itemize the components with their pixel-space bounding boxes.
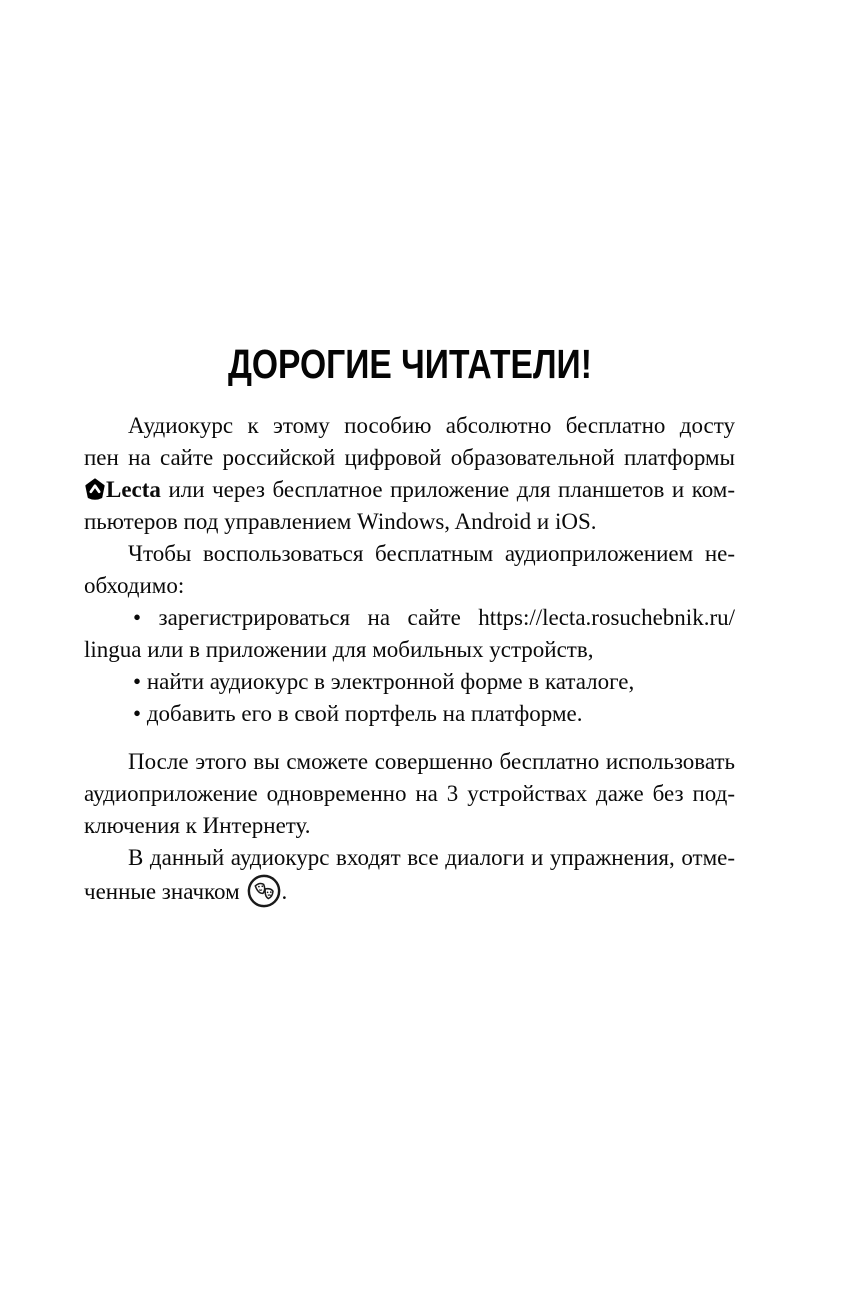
para2-line2: обходимо: <box>84 573 185 598</box>
para1-line4: пьютеров под управлением Windows, Android и iOS. <box>84 509 597 534</box>
para1-line3-text: или через бесплатное приложение для планшетов и ком- <box>168 477 736 502</box>
bullet-marker: • <box>133 701 142 726</box>
paragraph-gap <box>84 730 735 746</box>
bullet-item-find <box>84 666 735 698</box>
bullet-register-continuation: lingua или в приложении для мобильных устройств, <box>84 637 594 662</box>
bullet-item-register <box>84 602 735 634</box>
para2-line1: Чтобы воспользоваться бесплатным аудиоприложением не- <box>128 541 735 566</box>
para1-line3 <box>84 474 735 506</box>
bullet-find-text: найти аудиокурс в электронной форме в каталоге, <box>146 669 635 694</box>
bullet-marker: • <box>133 605 142 630</box>
lecta-logo-icon <box>84 478 106 500</box>
bullet-register-text: зарегистрироваться на сайте https://lecta.rosuchebnik.ru/ <box>158 605 735 630</box>
page-title <box>84 341 735 387</box>
bullet-marker: • <box>133 669 142 694</box>
body-text <box>84 410 735 908</box>
para1-line2: пен на сайте российской цифровой образовательной платформы <box>84 445 735 470</box>
lecta-brand-name: Lecta <box>106 477 161 502</box>
text-block <box>84 0 735 908</box>
para4-line1: В данный аудиокурс входят все диалоги и упражнения, отме- <box>128 845 735 870</box>
bullet-add-text: добавить его в свой портфель на платформе. <box>146 701 583 726</box>
lecta-brand <box>84 477 161 502</box>
para4-period: . <box>281 879 288 904</box>
para3-line1: После этого вы сможете совершенно бесплатно использовать <box>128 749 735 774</box>
para4-line2-text: ченные значком <box>84 879 240 904</box>
audio-exercise-badge-icon <box>247 874 281 908</box>
para4-line2 <box>84 874 735 908</box>
para3-line3: ключения к Интернету. <box>84 813 311 838</box>
bullet-item-add <box>84 698 735 730</box>
page-title-text: ДОРОГИЕ ЧИТАТЕЛИ! <box>227 341 592 387</box>
para1-line1: Аудиокурс к этому пособию абсолютно бесплатно досту <box>128 413 735 438</box>
para3-line2: аудиоприложение одновременно на 3 устройствах даже без под- <box>84 781 735 806</box>
